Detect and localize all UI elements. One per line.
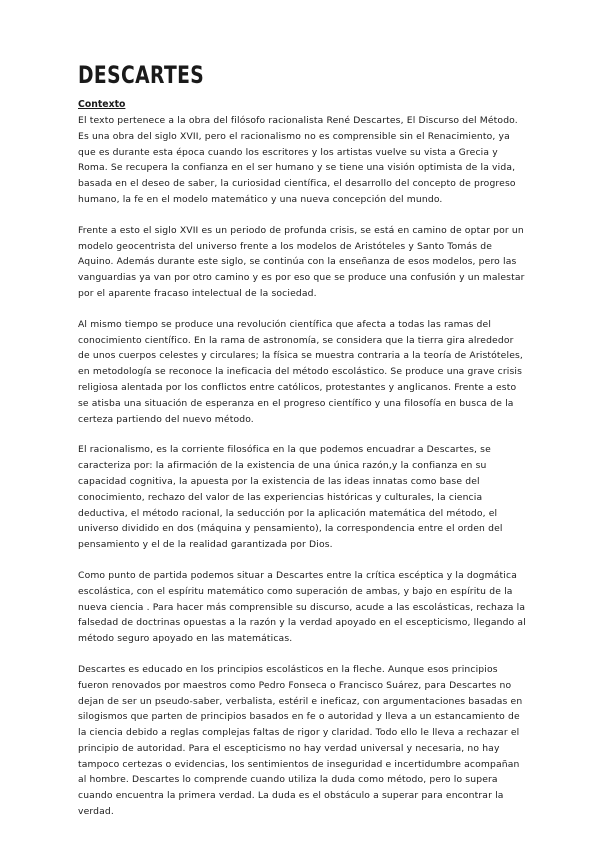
paragraph-6: Descartes es educado en los principios escolásticos en la fleche. Aunque esos principios fueron renovados por maestros como Pedro Fonseca o Francisco Suárez, para Descartes no dejan de ser un pseudo-saber, verbalista, estéril e ineficaz, con argumentaciones basadas en silogismos que parten de principios basados en fe o autoridad y lleva a un estancamiento de la ciencia debido a reglas complejas faltas de rigor y claridad. Todo ello le lleva a rechazar el principio de autoridad. Para el escepticismo no hay verdad universal y necesaria, no hay tampoco certezas o evidencias, los sentimientos de inseguridad e incertidumbre acompañan al hombre. Descartes lo comprende cuando utiliza la duda como método, pero lo supera cuando encuentra la primera verdad. La duda es el obstáculo a superar para encontrar la verdad. xyxy=(78,663,523,818)
paragraph-4: El racionalismo, es la corriente filosófica en la que podemos encuadrar a Descartes, se caracteriza por: la afirmación de la existencia de una única razón,y la confianza en su capacidad cognitiva, la apuesta por la existencia de las ideas innatas como base del conocimiento, rechazo del valor de las experiencias históricas y culturales, la ciencia deductiva, el método racional, la seducción por la aplicación matemática del método, el universo dividido en dos (máquina y pensamiento), la correspondencia entre el orden del pensamiento y el de la realidad garantizada por Dios. xyxy=(78,444,503,551)
section-heading-contexto: Contexto xyxy=(78,99,126,110)
paragraph-2: Frente a esto el siglo XVII es un periodo de profunda crisis, se está en camino de optar por un modelo geocentrista del universo frente a los modelos de Aristóteles y Santo Tomás de Aquino. Además durante este siglo, se continúa con la enseñanza de esos modelos, pero las vanguardias ya van por otro camino y es por eso que se produce una confusión y un malestar por el aparente fracaso intelectual de la sociedad. xyxy=(78,224,525,299)
document-page xyxy=(78,56,528,835)
document-title: DESCARTES xyxy=(78,61,205,89)
paragraph-1: El texto pertenece a la obra del filósofo racionalista René Descartes, El Discurso del Método. Es una obra del siglo XVII, pero el racionalismo no es comprensible sin el Renacimiento, ya que es durante esta época cuando los escritores y los artistas vuelve su vista a Grecia y Roma. Se recupera la confianza en el ser humano y se tiene una visión optimista de la vida, basada en el deseo de saber, la curiosidad científica, el desarrollo del concepto de progreso humano, la fe en el modelo matemático y una nueva concepción del mundo. xyxy=(78,115,518,205)
paragraph-3: Al mismo tiempo se produce una revolución científica que afecta a todas las ramas del conocimiento científico. En la rama de astronomía, se considera que la tierra gira alrededor de unos cuerpos celestes y circulares; la física se muestra contraria a la teoría de Aristóteles, en metodología se reconoce la ineficacia del método escolástico. Se produce una grave crisis religiosa alentada por los conflictos entre católicos, protestantes y anglicanos. Frente a esto se atisba una situación de esperanza en el progreso científico y una filosofía en busca de la certeza partiendo del nuevo método. xyxy=(78,318,523,425)
paragraph-5: Como punto de partida podemos situar a Descartes entre la crítica escéptica y la dogmática escolástica, con el espíritu matemático como superación de ambas, y bajo en espíritu de la nueva ciencia . Para hacer más comprensible su discurso, acude a las escolásticas, rechaza la falsedad de doctrinas opuestas a la razón y la verdad apoyado en el escepticismo, llegando al método seguro apoyado en las matemáticas. xyxy=(78,569,526,645)
